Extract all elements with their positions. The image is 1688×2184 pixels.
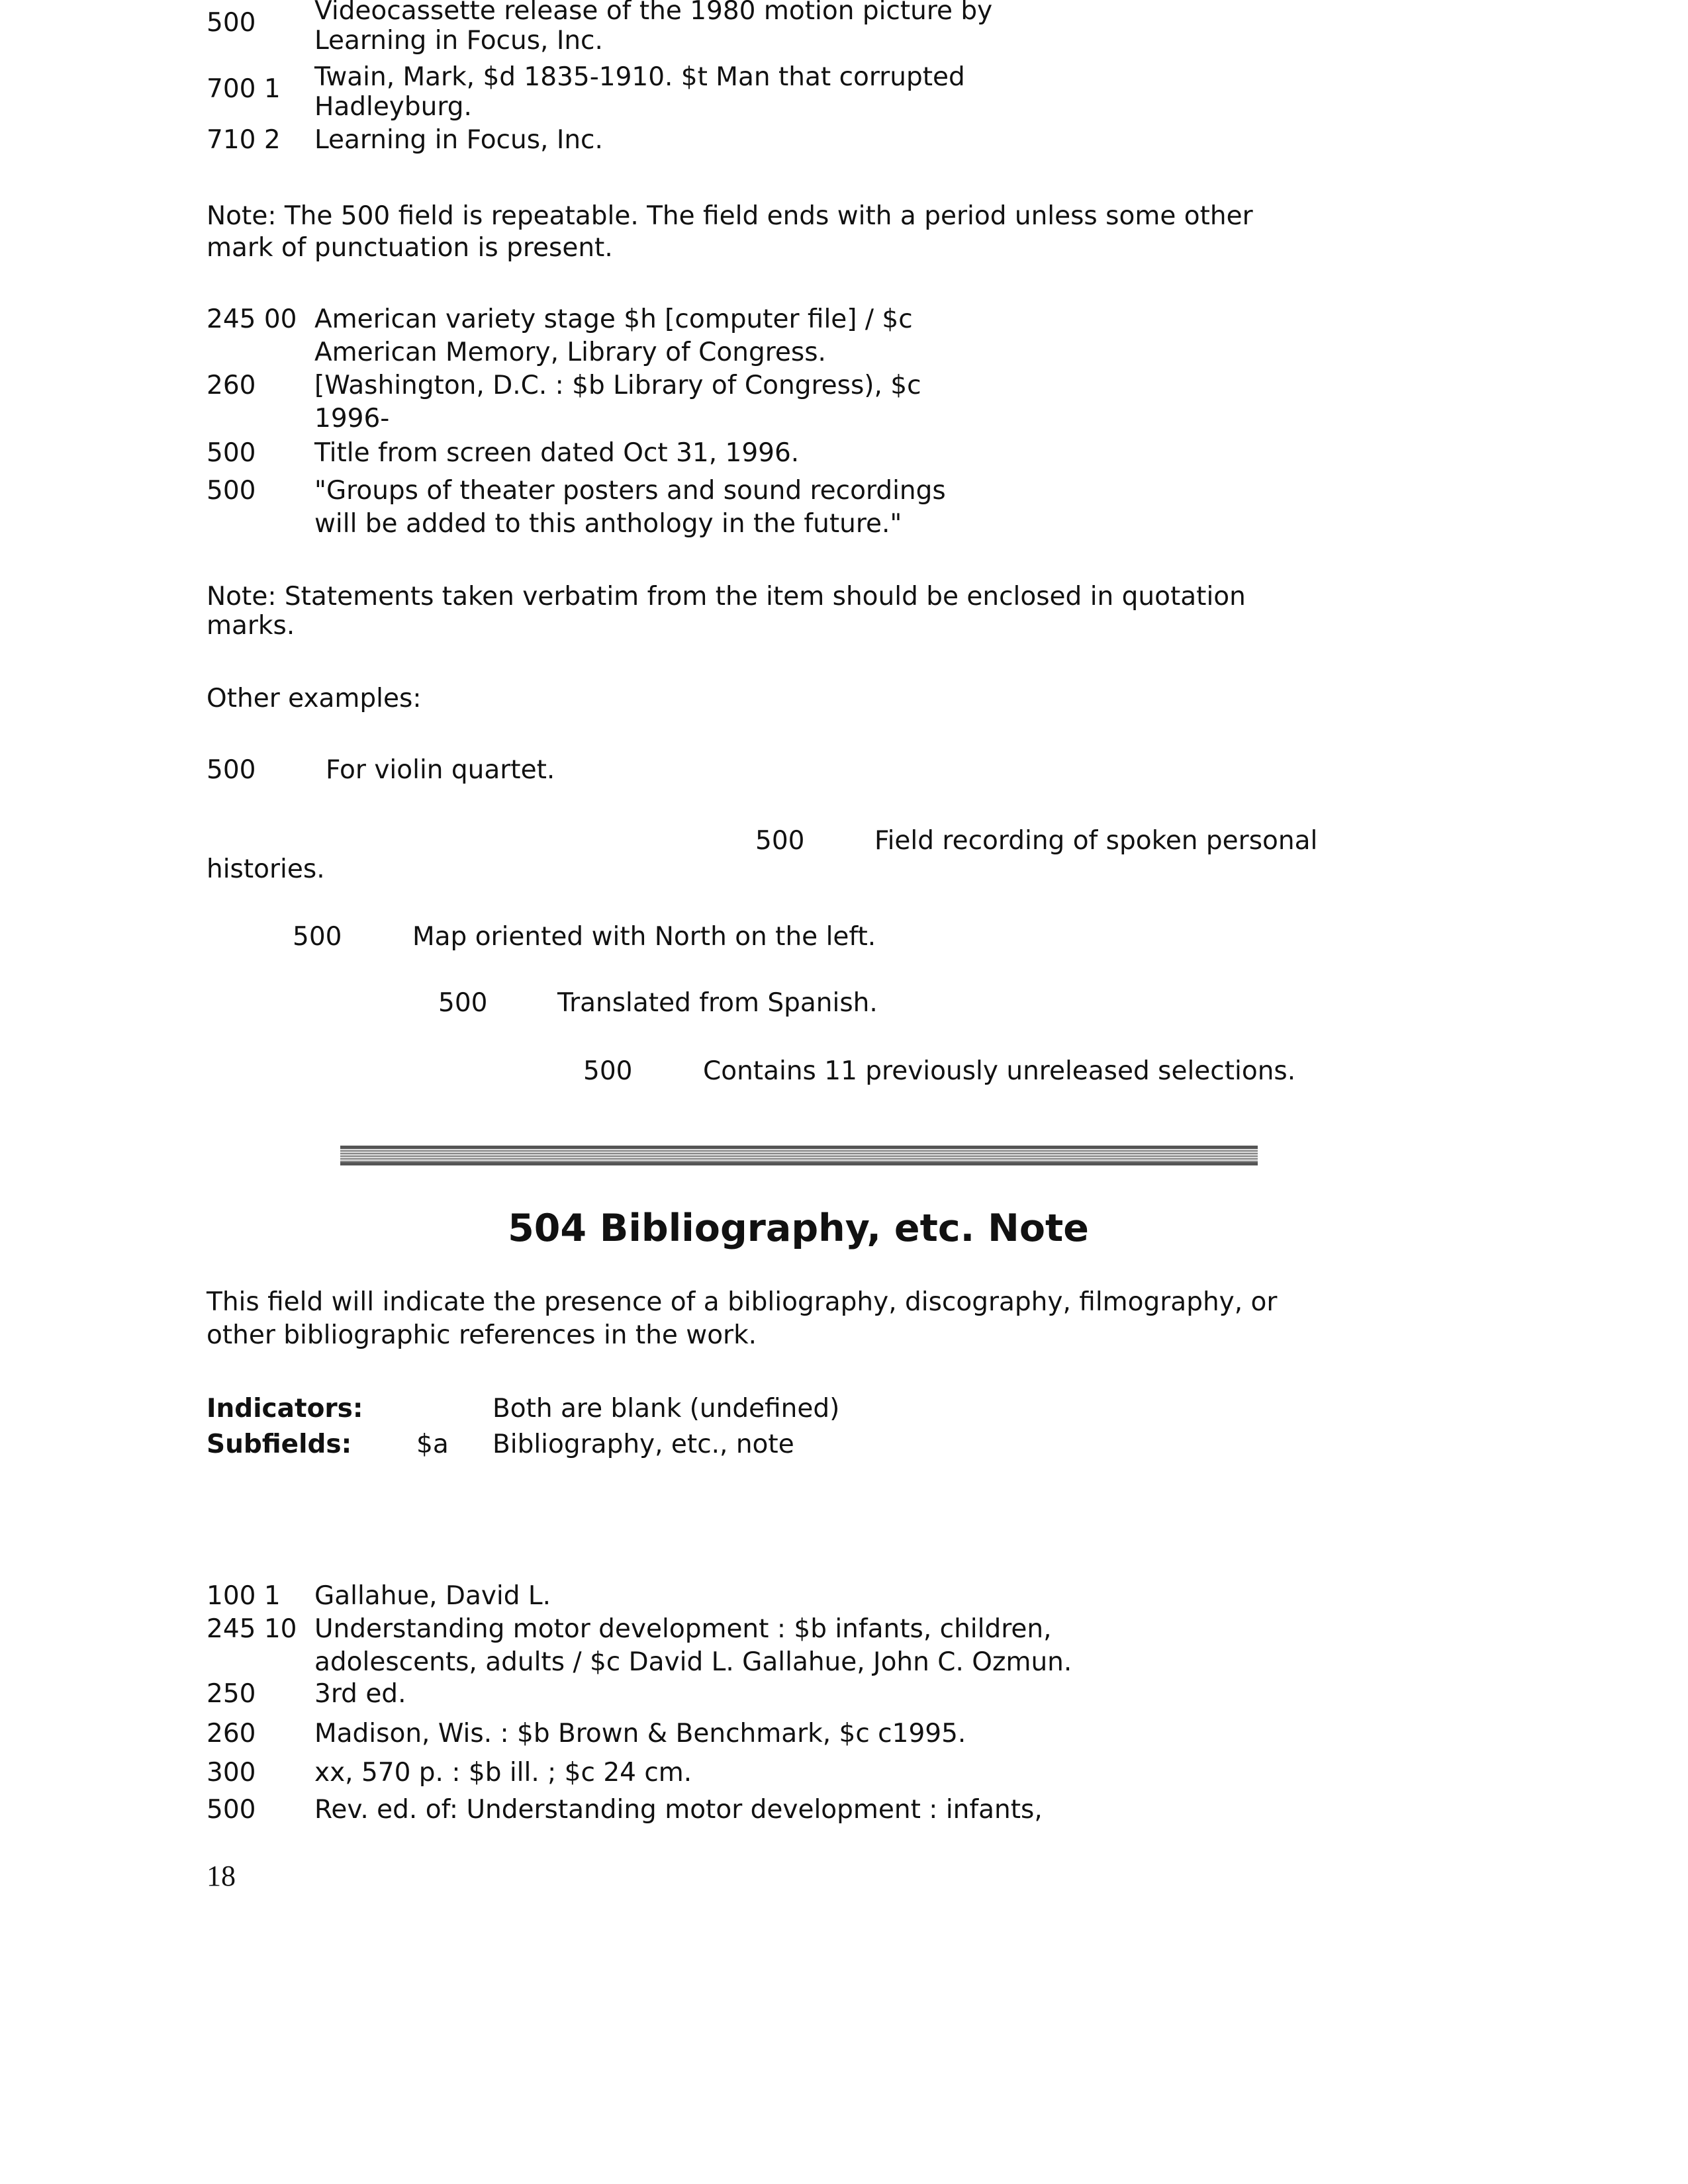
marc-tag: 260 xyxy=(207,371,256,400)
note-text: marks. xyxy=(207,611,295,641)
marc-tag: 300 xyxy=(207,1758,256,1788)
marc-tag: 100 1 xyxy=(207,1581,281,1611)
marc-text: "Groups of theater posters and sound recordings xyxy=(314,476,946,506)
example-tag: 500 xyxy=(207,755,256,785)
other-examples-label: Other examples: xyxy=(207,684,422,713)
marc-text: Twain, Mark, $d 1835-1910. $t Man that corrupted xyxy=(314,62,965,92)
indicators-label: Indicators: xyxy=(207,1394,363,1424)
marc-tag: 700 1 xyxy=(207,74,281,104)
example-text: Map oriented with North on the left. xyxy=(412,922,876,952)
marc-text: Learning in Focus, Inc. xyxy=(314,125,603,155)
section-divider xyxy=(340,1146,1258,1165)
example-tag: 500 xyxy=(583,1056,633,1086)
marc-tag: 500 xyxy=(207,438,256,468)
example-tag: 500 xyxy=(293,922,342,952)
section-heading: 504 Bibliography, etc. Note xyxy=(508,1206,1089,1250)
marc-text: 1996- xyxy=(314,404,390,433)
example-tag: 500 xyxy=(438,988,488,1018)
subfield-value: Bibliography, etc., note xyxy=(492,1430,794,1459)
marc-text: Title from screen dated Oct 31, 1996. xyxy=(314,438,800,468)
marc-tag: 245 00 xyxy=(207,304,297,334)
example-text: histories. xyxy=(207,854,325,884)
page-number: 18 xyxy=(207,1860,236,1892)
example-text: For violin quartet. xyxy=(326,755,555,785)
marc-text: American variety stage $h [computer file] / $c xyxy=(314,304,913,334)
marc-tag: 500 xyxy=(207,8,256,38)
example-tag: 500 xyxy=(755,826,805,856)
section-description: This field will indicate the presence of a bibliography, discography, filmography, or xyxy=(207,1287,1278,1317)
marc-text: [Washington, D.C. : $b Library of Congress), $c xyxy=(314,371,921,400)
subfields-label: Subfields: xyxy=(207,1430,352,1459)
example-text: Field recording of spoken personal xyxy=(874,826,1318,856)
marc-tag: 710 2 xyxy=(207,125,281,155)
marc-text: will be added to this anthology in the future." xyxy=(314,509,902,539)
marc-tag: 500 xyxy=(207,476,256,506)
subfield-code: $a xyxy=(416,1430,449,1459)
marc-text: Learning in Focus, Inc. xyxy=(314,26,603,56)
note-text: Note: The 500 field is repeatable. The field ends with a period unless some other xyxy=(207,201,1253,231)
note-text: Note: Statements taken verbatim from the item should be enclosed in quotation xyxy=(207,582,1246,612)
marc-tag: 245 10 xyxy=(207,1614,297,1644)
marc-text: Gallahue, David L. xyxy=(314,1581,551,1611)
marc-text: xx, 570 p. : $b ill. ; $c 24 cm. xyxy=(314,1758,692,1788)
marc-text: 3rd ed. xyxy=(314,1679,406,1709)
example-text: Translated from Spanish. xyxy=(557,988,878,1018)
marc-tag: 250 xyxy=(207,1679,256,1709)
note-text: mark of punctuation is present. xyxy=(207,233,613,263)
marc-text: Videocassette release of the 1980 motion picture by xyxy=(314,0,993,26)
marc-tag: 500 xyxy=(207,1795,256,1825)
indicators-value: Both are blank (undefined) xyxy=(492,1394,840,1424)
marc-text: Hadleyburg. xyxy=(314,92,472,122)
marc-text: adolescents, adults / $c David L. Gallahue, John C. Ozmun. xyxy=(314,1647,1072,1677)
marc-tag: 260 xyxy=(207,1719,256,1749)
section-description: other bibliographic references in the work. xyxy=(207,1320,757,1350)
marc-text: American Memory, Library of Congress. xyxy=(314,338,826,367)
marc-text: Madison, Wis. : $b Brown & Benchmark, $c c1995. xyxy=(314,1719,966,1749)
marc-text: Understanding motor development : $b infants, children, xyxy=(314,1614,1052,1644)
marc-text: Rev. ed. of: Understanding motor development : infants, xyxy=(314,1795,1043,1825)
example-text: Contains 11 previously unreleased selections. xyxy=(703,1056,1296,1086)
